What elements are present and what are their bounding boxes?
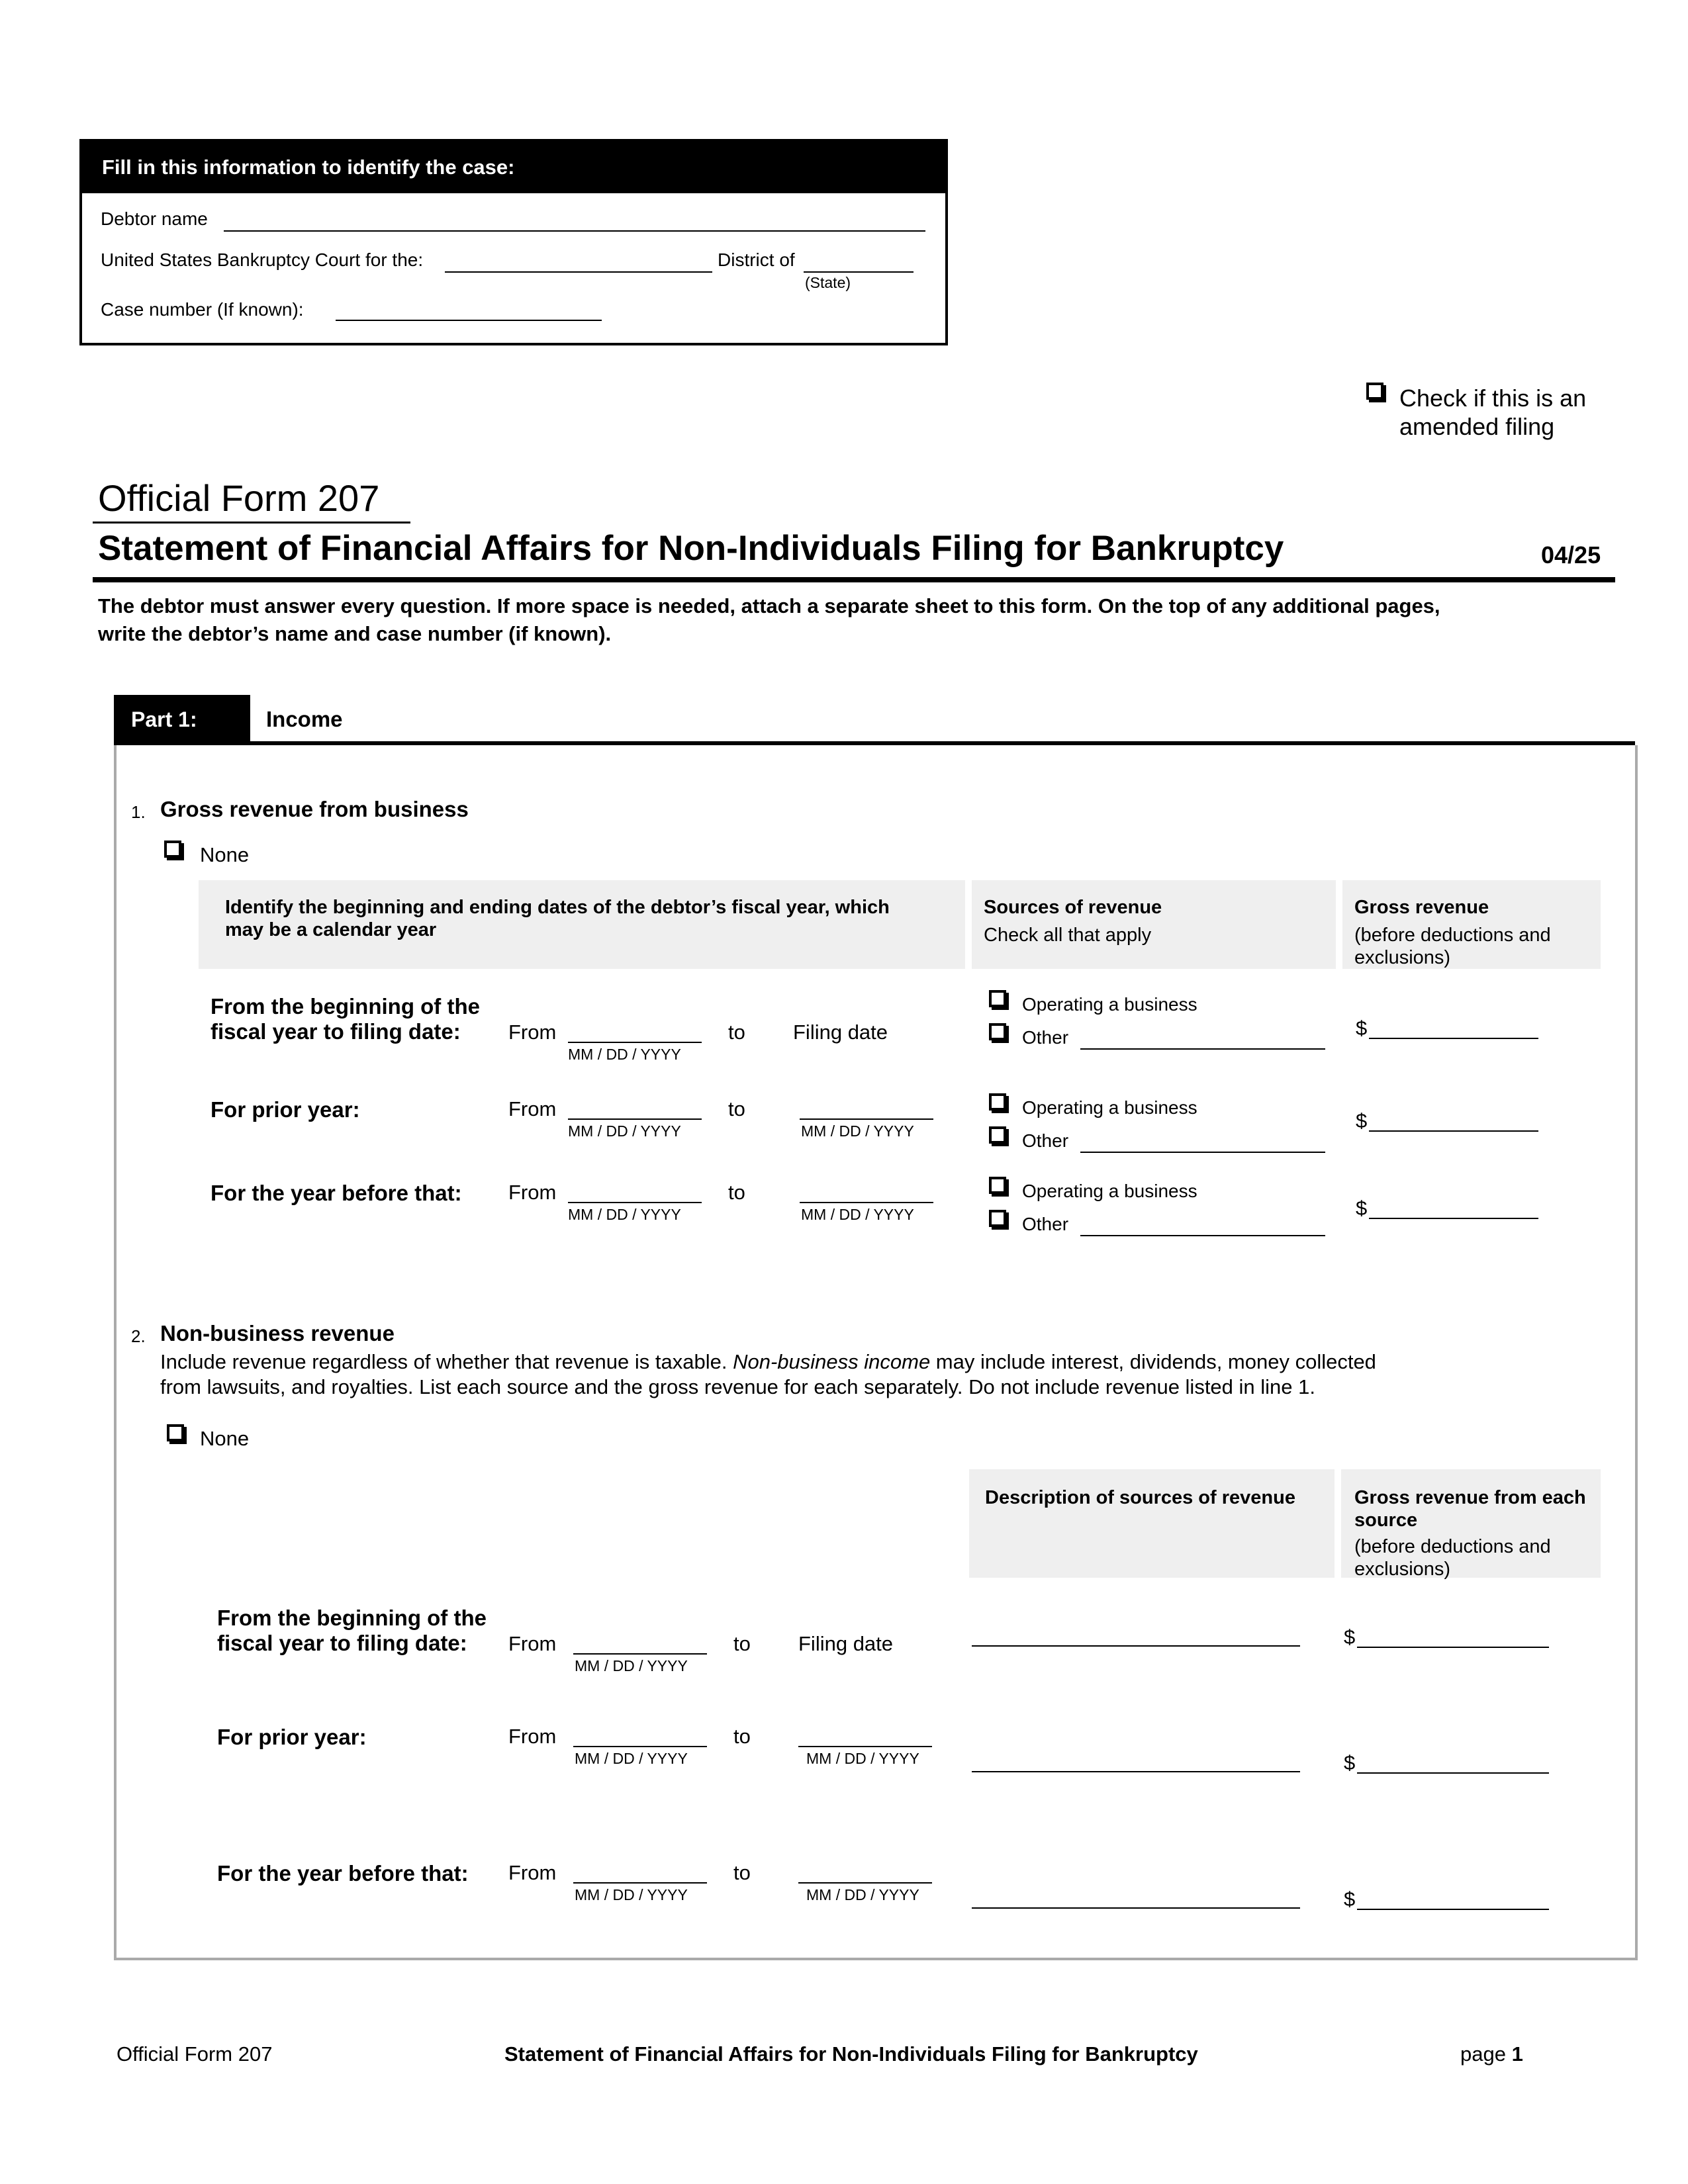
q1-row1-from-date[interactable] bbox=[568, 1042, 702, 1043]
debtor-name-field[interactable] bbox=[224, 230, 925, 232]
form-number: Official Form 207 bbox=[98, 477, 380, 519]
q1-row2-other-checkbox[interactable] bbox=[989, 1126, 1006, 1144]
q2-row1-dollar: $ bbox=[1344, 1625, 1356, 1649]
q1-row2-from-fmt: MM / DD / YYYY bbox=[568, 1122, 681, 1140]
form-version: 04/25 bbox=[1541, 541, 1601, 569]
q1-row1-other-field[interactable] bbox=[1080, 1048, 1325, 1050]
footer-page bbox=[1460, 2042, 1523, 2066]
q1-row3-other-field[interactable] bbox=[1080, 1235, 1325, 1236]
q2-row2-label: For prior year: bbox=[217, 1725, 367, 1749]
q1-number: 1. bbox=[131, 802, 146, 822]
q1-row2-to-date[interactable] bbox=[800, 1118, 933, 1120]
part1-title: Income bbox=[266, 707, 343, 731]
q1-row2-operating-checkbox[interactable] bbox=[989, 1093, 1006, 1111]
q2-description-a: Include revenue regardless of whether that revenue is taxable. bbox=[160, 1350, 733, 1373]
q1-row3-label: For the year before that: bbox=[211, 1181, 462, 1205]
form-title: Statement of Financial Affairs for Non-Individuals Filing for Bankruptcy bbox=[98, 529, 1284, 568]
q2-row3-to-date[interactable] bbox=[798, 1882, 932, 1884]
q2-col3-header-2: source bbox=[1354, 1510, 1418, 1531]
q2-number: 2. bbox=[131, 1326, 146, 1346]
district-label: District of bbox=[718, 250, 795, 270]
state-caption: (State) bbox=[805, 274, 851, 291]
q1-row1-label-2: fiscal year to filing date: bbox=[211, 1019, 461, 1044]
district-state-field[interactable] bbox=[804, 271, 914, 273]
q2-none-checkbox[interactable] bbox=[167, 1424, 184, 1441]
q2-row2-dollar: $ bbox=[1344, 1751, 1356, 1774]
q1-title: Gross revenue from business bbox=[160, 797, 469, 821]
q1-row2-other-label: Other bbox=[1022, 1130, 1069, 1151]
q1-row1-filing-date: Filing date bbox=[793, 1021, 888, 1044]
q2-col2-header: Description of sources of revenue bbox=[985, 1487, 1295, 1508]
form-number-underline bbox=[93, 522, 410, 523]
q1-row3-to-fmt: MM / DD / YYYY bbox=[801, 1206, 914, 1223]
q2-row3-to: to bbox=[733, 1861, 751, 1884]
q2-col3-subheader: (before deductions and bbox=[1354, 1536, 1551, 1557]
amended-filing-label: Check if this is an bbox=[1399, 385, 1587, 412]
q1-row1-other-checkbox[interactable] bbox=[989, 1023, 1006, 1040]
q2-title: Non-business revenue bbox=[160, 1321, 395, 1345]
q2-row3-label: For the year before that: bbox=[217, 1861, 469, 1886]
title-rule bbox=[93, 577, 1615, 582]
q1-row2-label: For prior year: bbox=[211, 1097, 360, 1122]
q1-row3-operating-label: Operating a business bbox=[1022, 1181, 1197, 1201]
q2-description-2: from lawsuits, and royalties. List each source and the gross revenue for each separately. Do not include revenue listed in line 1. bbox=[160, 1375, 1315, 1398]
footer-form-number: Official Form 207 bbox=[117, 2042, 273, 2066]
part1-tab: Part 1: bbox=[114, 695, 250, 744]
q1-row1-label: From the beginning of the bbox=[211, 994, 480, 1019]
footer-page-label: page bbox=[1460, 2042, 1506, 2066]
q1-row2-other-field[interactable] bbox=[1080, 1152, 1325, 1153]
q1-row3-dollar: $ bbox=[1356, 1197, 1368, 1220]
q2-row1-to: to bbox=[733, 1632, 751, 1655]
q1-col3-subheader-2: exclusions) bbox=[1354, 947, 1451, 968]
q2-row2-amount-field[interactable] bbox=[1357, 1772, 1549, 1774]
q2-header-col2 bbox=[969, 1469, 1335, 1578]
q2-row2-to-date[interactable] bbox=[798, 1746, 932, 1747]
q1-row1-from-fmt: MM / DD / YYYY bbox=[568, 1046, 681, 1063]
q1-row1-dollar: $ bbox=[1356, 1017, 1368, 1040]
debtor-name-label: Debtor name bbox=[101, 208, 208, 229]
q2-row1-label-2: fiscal year to filing date: bbox=[217, 1631, 467, 1655]
q1-col2-header: Sources of revenue bbox=[984, 897, 1162, 918]
q1-col3-subheader: (before deductions and bbox=[1354, 925, 1551, 946]
q2-row3-from-fmt: MM / DD / YYYY bbox=[575, 1886, 688, 1903]
q2-row2-description-field[interactable] bbox=[972, 1771, 1300, 1772]
q1-row3-other-label: Other bbox=[1022, 1214, 1069, 1234]
q1-row2-to-fmt: MM / DD / YYYY bbox=[801, 1122, 914, 1140]
q1-row1-operating-checkbox[interactable] bbox=[989, 990, 1006, 1007]
q2-description bbox=[160, 1350, 1376, 1374]
q2-row2-to: to bbox=[733, 1725, 751, 1748]
q2-row1-amount-field[interactable] bbox=[1357, 1647, 1549, 1648]
amended-filing-checkbox[interactable] bbox=[1366, 383, 1383, 400]
q1-row2-operating-label: Operating a business bbox=[1022, 1097, 1197, 1118]
footer-page-number: 1 bbox=[1511, 2042, 1523, 2066]
q1-row3-from-date[interactable] bbox=[568, 1202, 702, 1203]
q2-col3-header: Gross revenue from each bbox=[1354, 1487, 1586, 1508]
q1-row3-from-fmt: MM / DD / YYYY bbox=[568, 1206, 681, 1223]
q2-row3-from: From bbox=[508, 1861, 557, 1884]
q2-row1-label: From the beginning of the bbox=[217, 1606, 487, 1630]
q1-row3-amount-field[interactable] bbox=[1369, 1218, 1538, 1219]
q2-row2-from-date[interactable] bbox=[573, 1746, 707, 1747]
q2-row1-from-fmt: MM / DD / YYYY bbox=[575, 1657, 688, 1674]
q1-row3-to: to bbox=[728, 1181, 745, 1204]
q2-row2-from: From bbox=[508, 1725, 557, 1748]
q2-row2-to-fmt: MM / DD / YYYY bbox=[806, 1750, 919, 1767]
q1-row1-to: to bbox=[728, 1021, 745, 1044]
q1-row2-amount-field[interactable] bbox=[1369, 1130, 1538, 1132]
q2-row1-from: From bbox=[508, 1632, 557, 1655]
q1-row3-to-date[interactable] bbox=[800, 1202, 933, 1203]
q2-col3-subheader-2: exclusions) bbox=[1354, 1559, 1451, 1580]
q1-row2-from-date[interactable] bbox=[568, 1118, 702, 1120]
q1-col3-header: Gross revenue bbox=[1354, 897, 1489, 918]
q1-row2-from: From bbox=[508, 1097, 557, 1120]
case-info-header: Fill in this information to identify the case: bbox=[82, 142, 945, 193]
case-number-field[interactable] bbox=[336, 320, 602, 321]
q1-row1-amount-field[interactable] bbox=[1369, 1038, 1538, 1039]
q2-row3-dollar: $ bbox=[1344, 1888, 1356, 1911]
q2-row3-to-fmt: MM / DD / YYYY bbox=[806, 1886, 919, 1903]
court-field[interactable] bbox=[445, 271, 712, 273]
q1-row3-from: From bbox=[508, 1181, 557, 1204]
q1-col2-subheader: Check all that apply bbox=[984, 925, 1152, 946]
q1-row1-from: From bbox=[508, 1021, 557, 1044]
footer-form-title: Statement of Financial Affairs for Non-Individuals Filing for Bankruptcy bbox=[504, 2042, 1198, 2066]
amended-filing-label-2: amended filing bbox=[1399, 413, 1555, 440]
q2-none-label: None bbox=[200, 1427, 250, 1450]
q1-row3-operating-checkbox[interactable] bbox=[989, 1177, 1006, 1194]
q1-none-label: None bbox=[200, 843, 250, 866]
q1-row3-other-checkbox[interactable] bbox=[989, 1210, 1006, 1227]
q2-row3-from-date[interactable] bbox=[573, 1882, 707, 1884]
q1-row1-operating-label: Operating a business bbox=[1022, 994, 1197, 1015]
q1-col1-header-2: may be a calendar year bbox=[225, 919, 437, 940]
q2-description-c: may include interest, dividends, money collected bbox=[930, 1350, 1376, 1373]
instructions-line-2: write the debtor’s name and case number (if known). bbox=[98, 622, 612, 645]
q2-row3-description-field[interactable] bbox=[972, 1907, 1300, 1909]
court-label: United States Bankruptcy Court for the: bbox=[101, 250, 424, 270]
q1-row2-to: to bbox=[728, 1097, 745, 1120]
q2-row3-amount-field[interactable] bbox=[1357, 1909, 1549, 1910]
q1-row1-other-label: Other bbox=[1022, 1027, 1069, 1048]
q2-row1-filing-date: Filing date bbox=[798, 1632, 894, 1655]
case-number-label: Case number (If known): bbox=[101, 299, 304, 320]
instructions-line-1: The debtor must answer every question. If more space is needed, attach a separate sheet to this form. On the top of any additional pages, bbox=[98, 594, 1440, 617]
q2-row1-description-field[interactable] bbox=[972, 1645, 1300, 1647]
q1-row2-dollar: $ bbox=[1356, 1109, 1368, 1132]
q1-col1-header: Identify the beginning and ending dates of the debtor’s fiscal year, which bbox=[225, 897, 890, 918]
q2-row2-from-fmt: MM / DD / YYYY bbox=[575, 1750, 688, 1767]
q2-description-emphasis: Non-business income bbox=[733, 1350, 931, 1373]
q1-none-checkbox[interactable] bbox=[164, 841, 181, 858]
q2-row1-from-date[interactable] bbox=[573, 1653, 707, 1655]
